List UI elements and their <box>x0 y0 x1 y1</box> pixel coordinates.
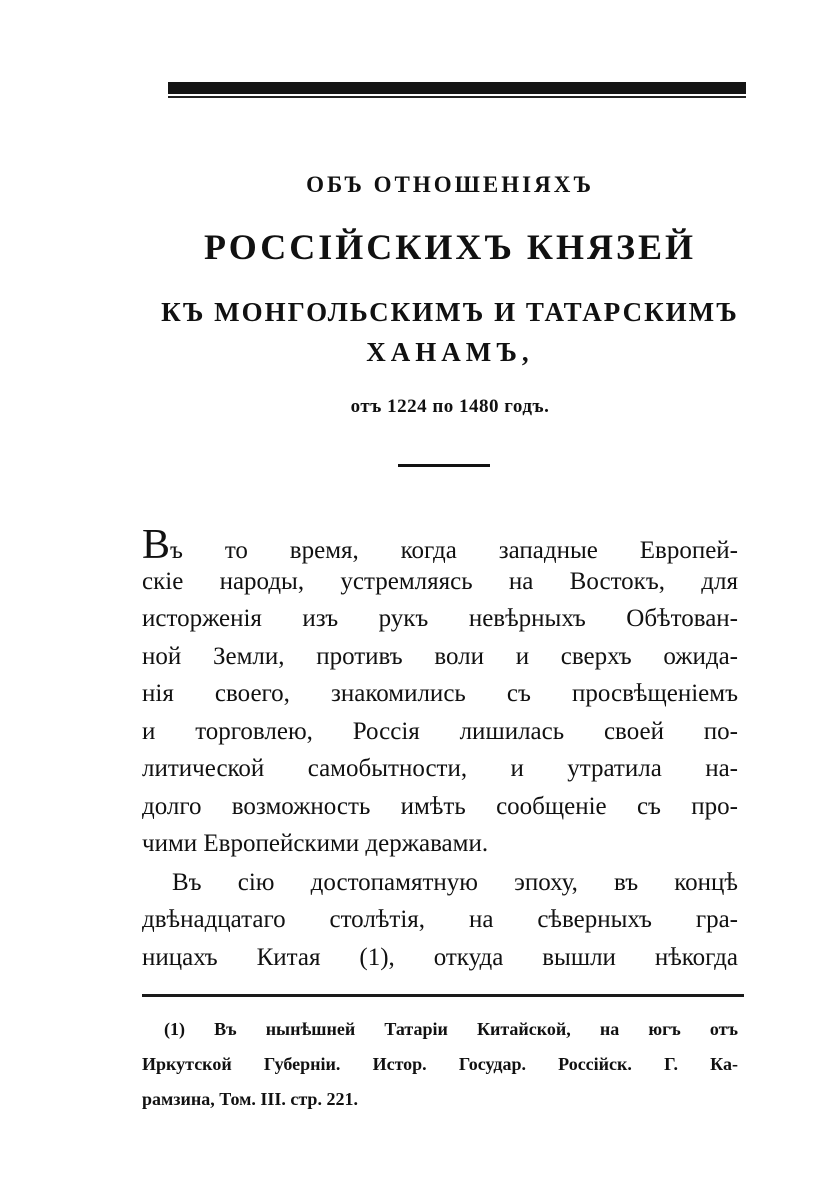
section-divider <box>398 464 490 467</box>
title-line-2: РОССІЙСКИХЪ КНЯЗЕЙ <box>204 227 696 267</box>
body-line: ницахъ Китая (1), откуда вышли нѣкогда <box>142 944 738 971</box>
body-line: скіе народы, устремляясь на Востокъ, для <box>142 568 738 595</box>
body-line: нія своего, знакомились съ просвѣщеніемъ <box>142 680 738 707</box>
title-line-4: ХАНАМЪ, <box>366 337 534 367</box>
footnote-line: (1) Въ нынѣшней Татаріи Китайской, на югъ отъ <box>164 1019 738 1039</box>
body-line: и торговлею, Россія лишилась своей по- <box>142 718 738 745</box>
body-line: ной Земли, противъ воли и сверхъ ожида- <box>142 643 738 670</box>
body-line: двѣнадцатаго столѣтія, на сѣверныхъ гра- <box>142 906 738 933</box>
title-line-1: ОБЪ ОТНОШЕНІЯХЪ <box>306 172 594 197</box>
footnote-line: рамзина, Том. III. стр. 221. <box>142 1089 358 1109</box>
title-dates: отъ 1224 по 1480 годъ. <box>350 396 550 417</box>
body-line: исторженія изъ рукъ невѣрныхъ Обѣтован- <box>142 605 738 632</box>
body-line: литической самобытности, и утратила на- <box>142 755 738 782</box>
body-line <box>142 522 738 568</box>
body-line: Въ сію достопамятную эпоху, въ концѣ <box>172 869 738 896</box>
drop-cap: В <box>142 522 171 568</box>
footnote-line: Иркутской Губерніи. Истор. Государ. Россійск. Г. Ка- <box>142 1054 738 1074</box>
top-thin-rule <box>168 96 746 98</box>
body-line: чими Европейскими державами. <box>142 830 489 857</box>
title-line-3: КЪ МОНГОЛЬСКИМЪ И ТАТАРСКИМЪ <box>161 297 739 327</box>
top-ornamental-rule <box>168 82 746 94</box>
body-line-text: ъ то время, когда западные Европей- <box>170 537 738 564</box>
body-line: долго возможность имѣть сообщеніе съ про- <box>142 793 738 820</box>
footnote-separator <box>142 994 744 997</box>
